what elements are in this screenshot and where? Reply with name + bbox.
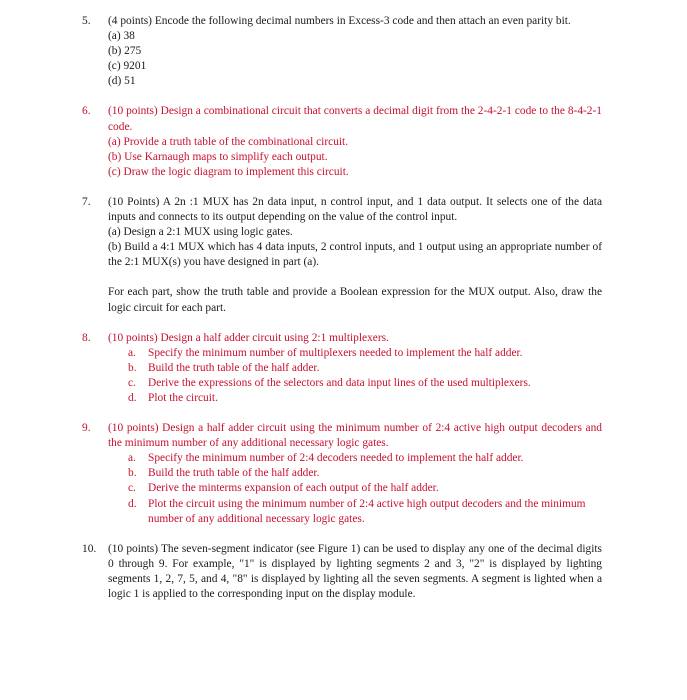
question-item: (a) Provide a truth table of the combinational circuit. xyxy=(108,135,349,148)
subitem-text: Derive the expressions of the selectors and data input lines of the used multiplexers. xyxy=(148,376,531,389)
subitem-text: Plot the circuit using the minimum number of 2:4 active high output decoders and the minimum number of any additional necessary logic gates. xyxy=(148,497,586,525)
question-list xyxy=(82,14,602,617)
question-item: (c) 9201 xyxy=(108,60,147,73)
question-number: 6. xyxy=(82,105,91,118)
question-text: (10 points) Design a combinational circuit that converts a decimal digit from the 2-4-2-1 code to the 8-4-2-1 code. xyxy=(108,105,602,133)
subitem xyxy=(128,466,602,481)
question-6 xyxy=(82,104,602,179)
subitem-text: Derive the minterms expansion of each output of the half adder. xyxy=(148,482,439,495)
question-paragraph: For each part, show the truth table and provide a Boolean expression for the MUX output. Also, draw the logic circuit for each part. xyxy=(108,286,602,314)
question-text: (10 Points) A 2n :1 MUX has 2n data input, n control input, and 1 data output. It selects one of the data inputs and connects to its output depending on the value of the control input. xyxy=(108,195,602,224)
question-item: (b) 275 xyxy=(108,45,142,58)
question-8 xyxy=(82,331,602,406)
question-text: (10 points) The seven-segment indicator (see Figure 1) can be used to display any one of the decimal digits 0 through 9. For example, "1" is displayed by lighting segments 2 and 3, "2" is displayed by lighting segments 1, 2, 7, 5, and 4, "8" is displayed by lighting all the seven segments. A segment is lighted when a logic 1 is applied to the corresponding input on the display module. xyxy=(108,542,602,600)
question-number: 10. xyxy=(82,542,97,555)
question-number: 5. xyxy=(82,15,91,27)
question-number: 7. xyxy=(82,195,91,208)
subitem-label: d. xyxy=(128,497,137,510)
subitem xyxy=(128,391,602,406)
question-5 xyxy=(82,14,602,89)
question-number: 9. xyxy=(82,422,91,435)
subitem xyxy=(128,451,602,466)
subitem xyxy=(128,481,602,496)
subitem-label: b. xyxy=(128,361,137,374)
question-item: (c) Draw the logic diagram to implement this circuit. xyxy=(108,165,349,178)
question-7 xyxy=(82,195,602,316)
question-item: (a) 38 xyxy=(108,30,135,43)
subitem-label: a. xyxy=(128,346,136,359)
subitem-text: Specify the minimum number of 2:4 decoders needed to implement the half adder. xyxy=(148,452,524,465)
subitem xyxy=(128,497,602,527)
question-number: 8. xyxy=(82,331,91,344)
subitem-label: b. xyxy=(128,467,137,480)
subitem-text: Build the truth table of the half adder. xyxy=(148,467,320,480)
subitem xyxy=(128,361,602,376)
subitem xyxy=(128,346,602,361)
question-item: (b) Use Karnaugh maps to simplify each output. xyxy=(108,150,328,163)
question-text: (4 points) Encode the following decimal numbers in Excess-3 code and then attach an even parity bit. xyxy=(108,15,571,27)
question-text: (10 points) Design a half adder circuit using the minimum number of 2:4 active high output decoders and the minimum number of any additional necessary logic gates. xyxy=(108,422,602,450)
subitem-label: c. xyxy=(128,482,136,495)
question-item: (b) Build a 4:1 MUX which has 4 data inputs, 2 control inputs, and 1 output using an appropriate number of the 2:1 MUX(s) you have designed in part (a). xyxy=(108,241,602,269)
question-item: (a) Design a 2:1 MUX using logic gates. xyxy=(108,226,293,239)
subitem-label: c. xyxy=(128,376,136,389)
question-text: (10 points) Design a half adder circuit using 2:1 multiplexers. xyxy=(108,331,389,344)
subitem-text: Build the truth table of the half adder. xyxy=(148,361,320,374)
subitem-text: Specify the minimum number of multiplexers needed to implement the half adder. xyxy=(148,346,523,359)
subitem-text: Plot the circuit. xyxy=(148,391,218,404)
subitem xyxy=(128,376,602,391)
subitem-label: a. xyxy=(128,452,136,465)
subitem-label: d. xyxy=(128,391,137,404)
question-9 xyxy=(82,421,602,527)
question-item: (d) 51 xyxy=(108,75,136,88)
question-10 xyxy=(82,542,602,602)
